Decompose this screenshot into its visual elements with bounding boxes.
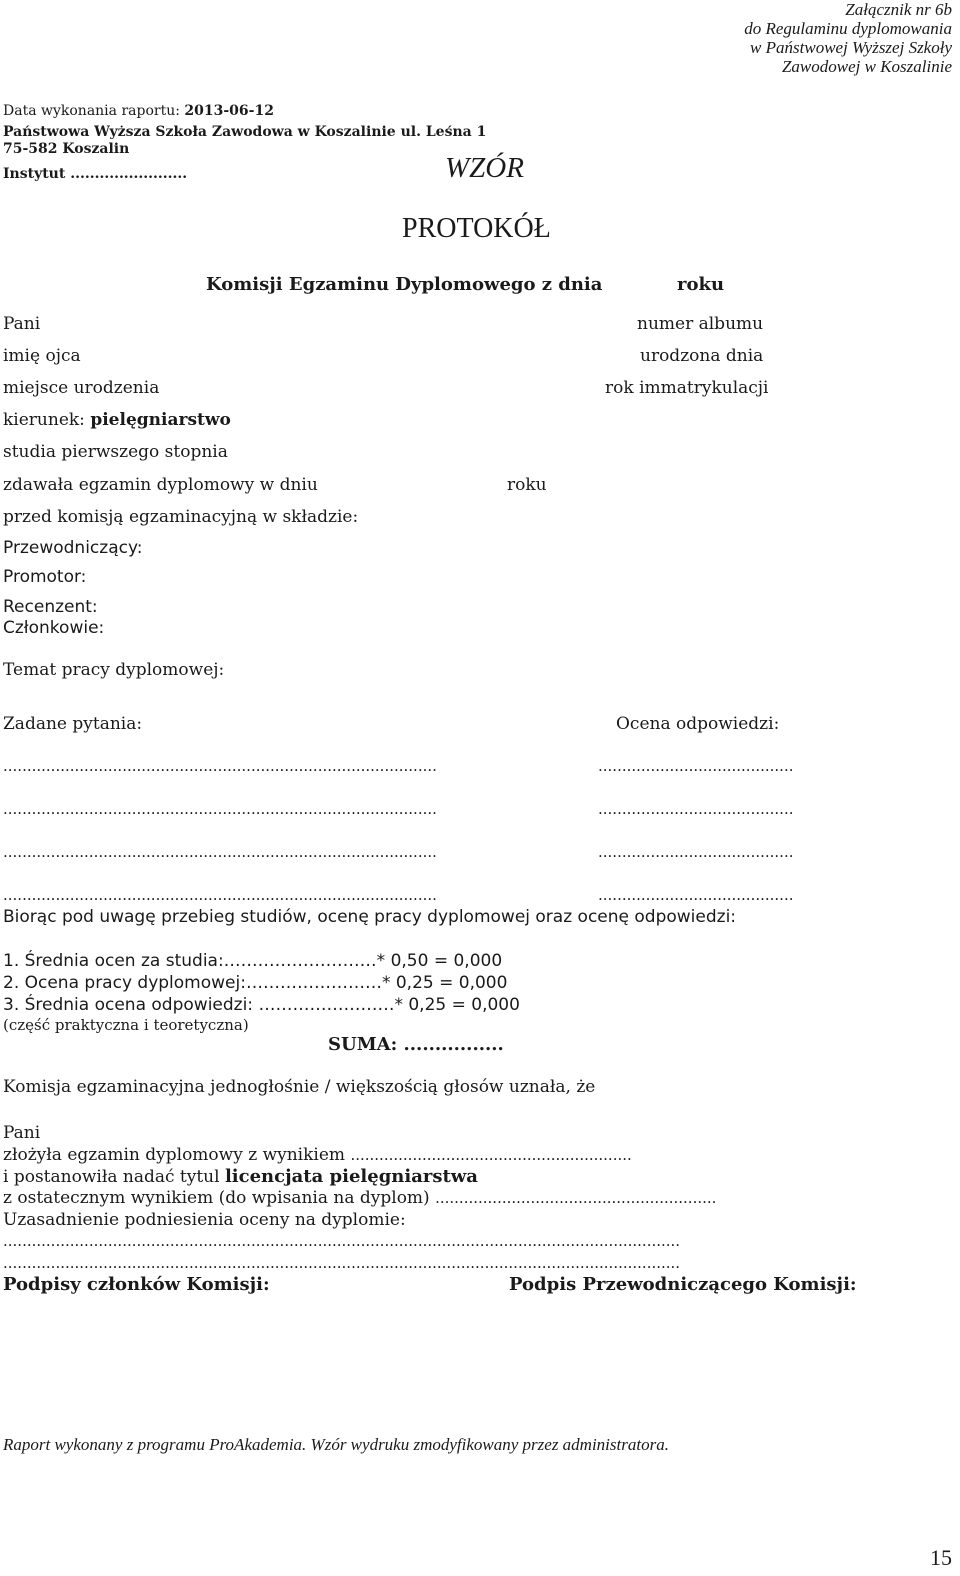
field-album: numer albumu xyxy=(637,314,764,334)
question-line-3: ........................................................................................... xyxy=(3,843,437,861)
result-passed xyxy=(3,1145,632,1165)
considering-text: Biorąc pod uwagę przebieg studiów, ocenę pracy dyplomowej oraz ocenę odpowiedzi: xyxy=(3,907,737,927)
field-major xyxy=(3,410,231,430)
annex-line-4: Zawodowej w Koszalinie xyxy=(781,57,952,76)
watermark-wzor: WZÓR xyxy=(445,152,524,184)
field-committee: przed komisją egzaminacyjną w składzie: xyxy=(3,507,359,527)
annex-line-1: Załącznik nr 6b xyxy=(845,0,952,19)
annex-header xyxy=(744,0,952,76)
grade-line-4: ......................................... xyxy=(598,886,794,904)
result-final-label: z ostatecznym wynikiem (do wpisania na dyplom) xyxy=(3,1188,430,1208)
question-line-1: ........................................................................................... xyxy=(3,757,437,775)
result-passed-label: złożyła egzamin dyplomowy z wynikiem xyxy=(3,1145,346,1165)
calc-note: (część praktyczna i teoretyczna) xyxy=(3,1016,249,1034)
justification-line-1: .............................................................................................................................................. xyxy=(3,1232,681,1250)
commission-heading: Komisji Egzaminu Dyplomowego z dnia xyxy=(206,274,603,295)
result-justification: Uzasadnienie podniesienia oceny na dyplomie: xyxy=(3,1210,406,1230)
grade-line-1: ......................................... xyxy=(598,757,794,775)
justification-line-2: .............................................................................................................................................. xyxy=(3,1254,681,1272)
page-number: 15 xyxy=(930,1545,952,1570)
field-birthplace: miejsce urodzenia xyxy=(3,378,160,398)
result-final-dots: ........................................................... xyxy=(435,1189,717,1207)
grade-line-3: ......................................... xyxy=(598,843,794,861)
footer-note: Raport wykonany z programu ProAkademia. Wzór wydruku zmodyfikowany przez administratora. xyxy=(3,1435,669,1454)
institution-city: 75-582 Koszalin xyxy=(3,141,130,157)
field-promoter: Promotor: xyxy=(3,567,87,587)
decision-text: Komisja egzaminacyjna jednogłośnie / większością głosów uznała, że xyxy=(3,1077,596,1097)
result-award-prefix: i postanowiła nadać tytul xyxy=(3,1167,220,1187)
field-born: urodzona dnia xyxy=(640,346,764,366)
field-exam-year: roku xyxy=(507,475,547,495)
suma-line xyxy=(328,1034,504,1055)
annex-line-2: do Regulaminu dyplomowania xyxy=(744,19,952,38)
signatures-chair: Podpis Przewodniczącego Komisji: xyxy=(509,1274,857,1295)
page-title: PROTOKÓŁ xyxy=(402,213,551,244)
question-line-4: ........................................................................................... xyxy=(3,886,437,904)
field-major-value: pielęgniarstwo xyxy=(90,410,231,430)
report-date xyxy=(3,103,274,119)
calc-line-1: 1. Średnia ocen za studia:………………………* 0,50 = 0,000 xyxy=(3,951,503,971)
signatures-members: Podpisy członków Komisji: xyxy=(3,1274,270,1295)
suma-label: SUMA: xyxy=(328,1034,398,1055)
field-chair: Przewodniczący: xyxy=(3,538,143,558)
result-award xyxy=(3,1166,478,1187)
institute-line: Instytut ........................ xyxy=(3,166,188,182)
field-pani: Pani xyxy=(3,314,41,334)
field-members: Członkowie: xyxy=(3,618,105,638)
grade-label: Ocena odpowiedzi: xyxy=(616,714,780,734)
commission-year: roku xyxy=(677,274,725,295)
thesis-label: Temat pracy dyplomowej: xyxy=(3,660,225,680)
report-date-value: 2013-06-12 xyxy=(184,103,274,119)
annex-line-3: w Państwowej Wyższej Szkoły xyxy=(750,38,952,57)
field-matriculation: rok immatrykulacji xyxy=(605,378,769,398)
report-date-label: Data wykonania raportu: xyxy=(3,103,180,119)
field-father: imię ojca xyxy=(3,346,81,366)
calc-line-2: 2. Ocena pracy dyplomowej:……………………* 0,25 = 0,000 xyxy=(3,973,508,993)
questions-label: Zadane pytania: xyxy=(3,714,143,734)
question-line-2: ........................................................................................... xyxy=(3,800,437,818)
result-final xyxy=(3,1188,716,1208)
institution-name: Państwowa Wyższa Szkoła Zawodowa w Koszalinie ul. Leśna 1 xyxy=(3,124,487,140)
result-passed-dots: ........................................................... xyxy=(350,1146,632,1164)
result-pani: Pani xyxy=(3,1123,41,1143)
field-major-label: kierunek: xyxy=(3,410,85,430)
result-award-title: licencjata pielęgniarstwa xyxy=(224,1166,478,1187)
field-level: studia pierwszego stopnia xyxy=(3,442,228,462)
calc-line-3: 3. Średnia ocena odpowiedzi: ……………………* 0,25 = 0,000 xyxy=(3,995,520,1015)
field-reviewer: Recenzent: xyxy=(3,597,98,617)
suma-value: ................ xyxy=(403,1034,504,1055)
field-exam-day: zdawała egzamin dyplomowy w dniu xyxy=(3,475,318,495)
grade-line-2: ......................................... xyxy=(598,800,794,818)
